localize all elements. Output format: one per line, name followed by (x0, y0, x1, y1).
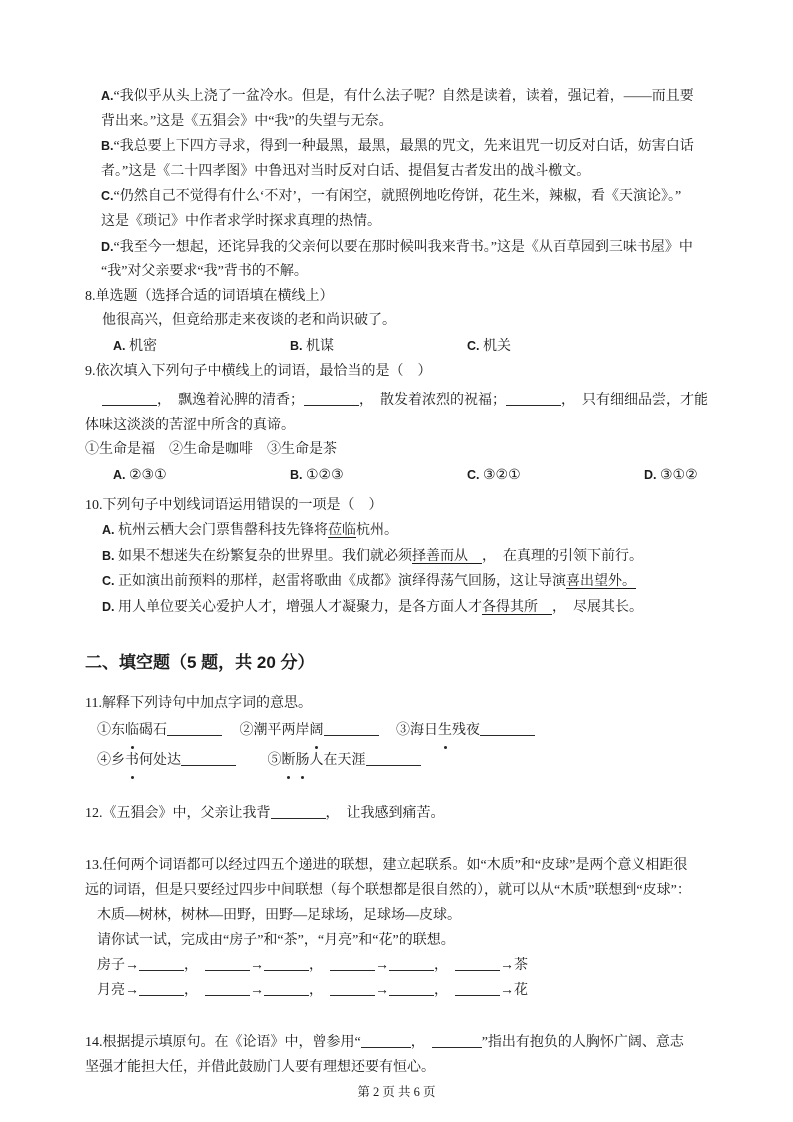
option-letter: D. (102, 599, 115, 614)
q13-moon-chain: 月亮→ ， → ， → ， →花 (97, 982, 528, 998)
blank-line (389, 981, 434, 996)
option-letter: A. (113, 467, 126, 482)
blank-line (205, 956, 250, 971)
blank-line (264, 956, 309, 971)
question-13 (85, 853, 753, 1003)
q7-option-b: B.“我总要上下四方寻求，得到一种最黑，最黑，最黑的咒文，先来诅咒一切反对白话，妨害白话 者。”这是《二十四孝图》中鲁迅对当时反对白话、提倡复古者发出的战斗檄文。 (101, 139, 694, 179)
blank-line (455, 956, 500, 971)
blank-line (480, 721, 535, 736)
option-letter: B. (101, 139, 114, 154)
q9-option-b: B. ①②③ (290, 467, 344, 483)
q11-items-line-2: ④乡书何处达 ⑤断肠人在天涯 (85, 746, 753, 776)
option-letter: C. (101, 189, 114, 204)
q13-house-chain: 房子→ ， → ， → ， →茶 (97, 957, 528, 973)
q10-title: 10.下列句子中划线词语运用错误的一项是（ ） (85, 497, 383, 513)
blank-line (361, 1033, 411, 1048)
q8-options-row (85, 334, 753, 360)
q10-option-c: C. 正如演出前预料的那样，赵雷将歌曲《成都》演绎得荡气回肠，这让导演喜出望外。 (102, 574, 636, 590)
blank-line (366, 751, 421, 766)
q12-text: 12.《五猖会》中，父亲让我背 ， 让我感到痛苦。 (85, 805, 445, 821)
q7-option-d: D.“我至今一想起，还诧异我的父亲何以要在那时候叫我来背书。”这是《从百草园到三味书屋》中 “我”对父亲要求“我”背书的不解。 (101, 239, 693, 280)
option-letter: C. (467, 467, 480, 482)
q9-fill-line-2: 体味这淡淡的苦涩中所含的真谛。 (85, 417, 295, 433)
emphasis-dot-char: 肠 (296, 746, 310, 776)
q11-items-line-1: ①东临碣石 ②潮平两岸阔 ③海日生残夜 (85, 716, 753, 746)
q8-option-c: C. 机关 (467, 338, 511, 354)
q13-line-3: 木质—树林，树林—田野，田野—足球场，足球场—皮球。 (97, 907, 461, 923)
q14-line-1: 14.根据提示填原句。在《论语》中，曾参用“ ， ”指出有抱负的人胸怀广阔、意志 (85, 1034, 684, 1050)
q9-option-c: C. ③②① (467, 467, 521, 483)
question-7-options (85, 84, 753, 285)
emphasis-dot-char: 阔 (310, 716, 324, 746)
q9-numbered-items: ①生命是福 ②生命是咖啡 ③生命是茶 (85, 442, 337, 458)
question-11 (85, 691, 753, 776)
q13-line-1: 13.任何两个词语都可以经过四五个递进的联想，建立起联系。如“木质”和“皮球”是两个意义相距很 (85, 857, 688, 873)
blank-line (455, 981, 500, 996)
q7-option-a: A.“我似乎从头上浇了一盆冷水。但是，有什么法子呢？自然是读着，读着，强记着，——而且要 背出来。”这是《五猖会》中“我”的失望与无奈。 (101, 89, 694, 129)
option-letter: A. (101, 89, 114, 103)
blank-line (181, 751, 236, 766)
section-2-heading: 二、填空题（5 题，共 20 分） (85, 653, 315, 673)
option-letter: C. (102, 574, 115, 589)
q10-option-b: B. 如果不想迷失在纷繁复杂的世界里。我们就必须择善而从 ， 在真理的引领下前行。 (102, 548, 643, 564)
q7-option-c: C.“仍然自己不觉得有什么‘不对’，一有闲空，就照例地吃侉饼，花生米，辣椒，看《天演论》。” 这是《琐记》中作者求学时探求真理的热情。 (101, 189, 682, 229)
question-9 (85, 360, 753, 489)
blank-line (304, 391, 359, 406)
option-letter: D. (644, 467, 657, 482)
emphasis-dot-char: 临 (125, 716, 139, 746)
q9-option-a: A. ②③① (113, 467, 167, 483)
q8-option-b: B. 机谋 (290, 338, 334, 354)
underlined-word: 喜出望外。 (566, 574, 636, 590)
blank-line (205, 981, 250, 996)
page-number: 第 2 页 共 6 页 (357, 1085, 436, 1099)
option-letter: C. (467, 338, 480, 353)
option-letter: D. (101, 239, 114, 254)
blank-line (102, 391, 157, 406)
question-10 (85, 494, 753, 621)
blank-line (324, 721, 379, 736)
blank-line (506, 391, 561, 406)
q8-title: 8.单选题（选择合适的词语填在横线上） (85, 288, 334, 304)
q8-stem: 他很高兴，但竟给那走来夜谈的老和尚识破了。 (102, 313, 396, 329)
q11-title: 11.解释下列诗句中加点字词的意思。 (85, 695, 312, 711)
q9-fill-line: ， 飘逸着沁脾的清香； ， 散发着浓烈的祝福； ， 只有细细品尝，才能 (85, 389, 753, 414)
blank-line (330, 956, 375, 971)
option-letter: B. (290, 467, 303, 482)
option-letter: B. (290, 338, 303, 353)
option-letter: A. (102, 523, 115, 538)
q9-title: 9.依次填入下列句子中横线上的词语，最恰当的是（ ） (85, 363, 432, 379)
blank-line (264, 981, 309, 996)
underlined-word: 莅临 (328, 523, 356, 539)
q11-items (85, 716, 753, 776)
option-letter: B. (102, 548, 115, 563)
q10-option-d: D. 用人单位要关心爱护人才，增强人才凝聚力，是各方面人才各得其所 ， 尽展其长。 (102, 599, 643, 615)
q14-line-2: 坚强才能担大任，并借此鼓励门人要有理想还要有恒心。 (85, 1059, 435, 1075)
question-8 (85, 285, 753, 360)
q13-line-4: 请你试一试，完成由“房子”和“茶”，“月亮”和“花”的联想。 (97, 932, 455, 948)
blank-line (389, 956, 434, 971)
q8-option-a: A. 机密 (113, 338, 157, 354)
emphasis-dot-char: 书 (125, 746, 139, 776)
q10-option-a: A. 杭州云栖大会门票售罄科技先锋将莅临杭州。 (102, 523, 398, 539)
q9-option-d: D. ③①② (644, 467, 698, 483)
q13-line-2: 远的词语，但是只要经过四步中间联想（每个联想都是很自然的），就可以从“木质”联想到“皮球”： (85, 882, 691, 898)
question-14 (85, 1030, 753, 1080)
blank-line (432, 1033, 482, 1048)
emphasis-dot-char: 生 (438, 716, 452, 746)
blank-line (330, 981, 375, 996)
blank-line (271, 804, 326, 819)
blank-line (139, 956, 184, 971)
underlined-word: 择善而从 (412, 548, 482, 564)
question-12 (85, 801, 753, 826)
underlined-word: 各得其所 (482, 599, 552, 615)
emphasis-dot-char: 断 (282, 746, 296, 776)
option-letter: A. (113, 338, 126, 353)
blank-line (167, 721, 222, 736)
blank-line (139, 981, 184, 996)
q9-options-row (85, 463, 753, 489)
